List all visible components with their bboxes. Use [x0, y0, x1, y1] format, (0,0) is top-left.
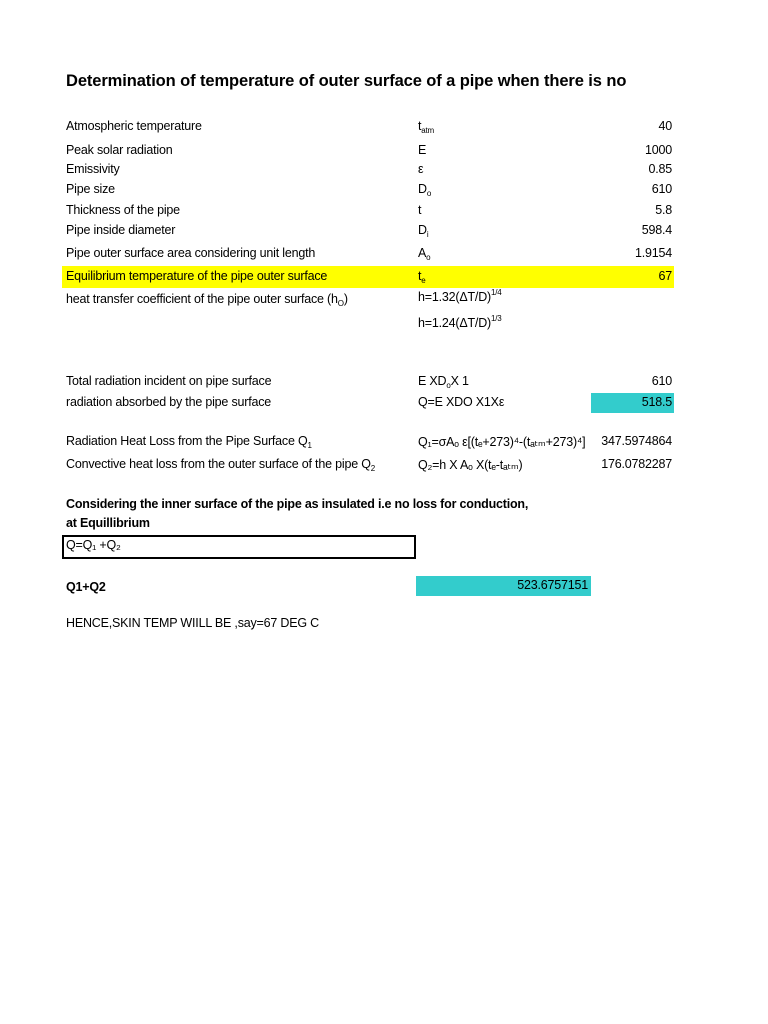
label-absorbed-radiation: radiation absorbed by the pipe surface	[66, 395, 272, 409]
label-q1-plus-q2: Q1+Q2	[66, 580, 106, 594]
page-title: Determination of temperature of outer surface of a pipe when there is no	[66, 72, 627, 90]
symbol-t: t	[418, 203, 422, 217]
equilibrium-statement-line-1: Considering the inner surface of the pipe as insulated i.e no loss for conduction,	[66, 497, 529, 511]
label-heat-transfer-coefficient: heat transfer coefficient of the pipe outer surface $(h_O)$	[66, 292, 348, 308]
value-atmospheric-temperature: 40	[658, 119, 672, 133]
value-total-radiation: 610	[651, 374, 672, 388]
symbol-epsilon: ε	[418, 162, 424, 176]
formula-absorbed-radiation: Q=E XDO X1Xε	[418, 395, 505, 409]
value-q1-plus-q2: 523.6757151	[517, 578, 588, 592]
label-pipe-size: Pipe size	[66, 182, 115, 196]
label-equilibrium-temperature: Equilibrium temperature of the pipe outer surface	[66, 269, 328, 283]
conclusion-text: HENCE,SKIN TEMP WIILL BE ,say=67 DEG C	[66, 616, 320, 630]
label-atmospheric-temperature: Atmospheric temperature	[66, 119, 202, 133]
equilibrium-equation: Q=Q₁ +Q₂	[66, 538, 121, 552]
symbol-A-o: $A_o$	[418, 246, 431, 262]
value-emissivity: 0.85	[648, 162, 672, 176]
value-equilibrium-temperature: 67	[658, 269, 672, 283]
symbol-t-atm: $t_{atm}$	[418, 119, 435, 135]
label-peak-solar-radiation: Peak solar radiation	[66, 143, 173, 157]
label-convective-heat-loss: Convective heat loss from the outer surface of the pipe $Q_2$	[66, 457, 375, 473]
label-total-radiation: Total radiation incident on pipe surface	[66, 374, 272, 388]
formula-h-1: $h=1.32(\Delta T/D)^{1/4}$	[418, 288, 502, 304]
label-pipe-outer-surface-area: Pipe outer surface area considering unit length	[66, 246, 316, 260]
value-radiation-heat-loss: 347.5974864	[601, 434, 672, 448]
symbol-t-e: $t_e$	[418, 269, 426, 285]
value-pipe-thickness: 5.8	[655, 203, 672, 217]
symbol-D-i: $D_i$	[418, 223, 429, 239]
symbol-D-o: $D_o$	[418, 182, 432, 198]
formula-radiation-heat-loss: Q₁=σAₒ ε[(tₑ+273)⁴-(tₐₜₘ+273)⁴]	[418, 435, 586, 449]
symbol-E: E	[418, 143, 427, 157]
formula-total-radiation: E $XD_oX$ 1	[418, 374, 469, 390]
value-pipe-size: 610	[651, 182, 672, 196]
value-peak-solar-radiation: 1000	[644, 143, 672, 157]
label-emissivity: Emissivity	[66, 162, 120, 176]
value-pipe-outer-surface-area: 1.9154	[634, 246, 672, 260]
formula-convective-heat-loss: Q₂=h X Aₒ X(tₑ-tₐₜₘ)	[418, 458, 523, 472]
value-absorbed-radiation: 518.5	[641, 395, 672, 409]
label-radiation-heat-loss: Radiation Heat Loss from the Pipe Surface $Q_1$	[66, 434, 312, 450]
label-pipe-inside-diameter: Pipe inside diameter	[66, 223, 176, 237]
value-pipe-inside-diameter: 598.4	[641, 223, 672, 237]
equilibrium-statement-line-2: at Equillibrium	[66, 516, 150, 530]
formula-h-2: $h=1.24(\Delta T/D)^{1/3}$	[418, 314, 502, 330]
value-convective-heat-loss: 176.0782287	[601, 457, 672, 471]
label-pipe-thickness: Thickness of the pipe	[66, 203, 180, 217]
